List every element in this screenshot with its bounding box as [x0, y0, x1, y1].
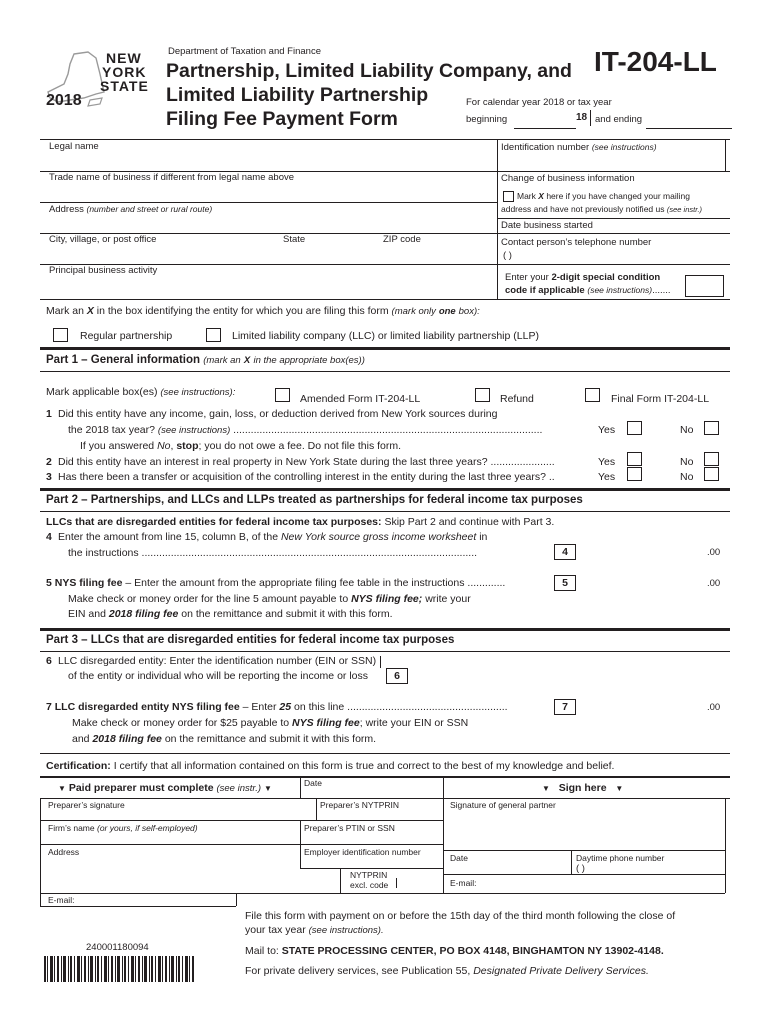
part3-title: Part 3 – LLCs that are disregarded entities for federal income tax purposes — [46, 634, 455, 646]
line5-amount-input[interactable] — [576, 575, 726, 589]
final-label: Final Form IT-204-LL — [611, 393, 710, 405]
trade-name-input[interactable] — [46, 186, 496, 202]
preparer-email-label: E-mail: — [48, 895, 75, 905]
part2-title: Part 2 – Partnerships, and LLCs and LLPs treated as partnerships for federal income tax purposes — [46, 494, 583, 506]
line1-text-b: the 2018 tax year? (see instructions) .......................................................................................................... — [68, 424, 543, 436]
ending-label: and ending — [595, 114, 643, 125]
line5-box-number: 5 — [554, 575, 576, 591]
line2-yes-checkbox[interactable] — [627, 452, 642, 466]
state-input[interactable] — [281, 248, 375, 264]
line3-text: Has there been a transfer or acquisition of the controlling interest in the entity during the last three years? .. — [58, 471, 555, 483]
barcode — [44, 956, 196, 982]
refund-checkbox[interactable] — [475, 388, 490, 402]
legal-name-input[interactable] — [46, 154, 496, 170]
line1-num: 1 — [46, 408, 52, 420]
preparer-signature-label: Preparer’s signature — [48, 800, 125, 810]
daytime-phone-parens: ( ) — [576, 863, 585, 874]
nytprin-excl-label-1: NYTPRIN — [350, 870, 388, 880]
sign-email-label: E-mail: — [450, 878, 477, 888]
line2-num: 2 — [46, 456, 52, 468]
line6-text-b: of the entity or individual who will be reporting the income or loss — [68, 670, 368, 682]
change-address-checkbox[interactable] — [503, 191, 514, 202]
preparer-header: ▼ Paid preparer must complete (see instr.) ▼ — [58, 782, 272, 794]
contact-phone-parens: ( ) — [503, 250, 512, 261]
line1-text-c: If you answered No, stop; you do not owe a fee. Do not file this form. — [80, 440, 402, 452]
llc-checkbox[interactable] — [206, 328, 221, 342]
identification-number-label: Identification number (see instructions) — [501, 142, 657, 153]
preparer-address-label: Address — [48, 847, 80, 857]
part1-title: Part 1 – General information (mark an X in the appropriate box(es)) — [46, 354, 365, 366]
line2-yes-label: Yes — [598, 456, 616, 468]
private-delivery: For private delivery services, see Publication 55, Designated Private Delivery Services. — [245, 965, 649, 977]
amended-checkbox[interactable] — [275, 388, 290, 402]
line4-amount-input[interactable] — [576, 544, 726, 558]
identification-number-input[interactable] — [502, 155, 724, 171]
line6-text-a: LLC disregarded entity: Enter the identification number (EIN or SSN) — [58, 655, 377, 667]
line7-amount-input[interactable] — [576, 699, 726, 713]
line5-text-a: 5 NYS filing fee – Enter the amount from the appropriate filing fee table in the instructions ............. — [46, 577, 506, 589]
line7-box-number: 7 — [554, 699, 576, 715]
special-condition-code-input[interactable] — [685, 275, 724, 297]
part2-llc-note: LLCs that are disregarded entities for federal income tax purposes: Skip Part 2 and continue with Part 3. — [46, 516, 555, 528]
form-title-line3: Filing Fee Payment Form — [166, 108, 398, 130]
line2-no-checkbox[interactable] — [704, 452, 719, 466]
zip-input[interactable] — [381, 248, 495, 264]
firm-name-label: Firm’s name (or yours, if self-employed) — [48, 823, 198, 833]
line5-text-b: Make check or money order for the line 5 amount payable to NYS filing fee; write your — [68, 593, 471, 605]
logo-york: YORK — [102, 64, 147, 80]
line7-cents: .00 — [707, 702, 721, 713]
line2-text: Did this entity have an interest in real property in New York State during the last three years? ...................... — [58, 456, 555, 468]
department-name: Department of Taxation and Finance — [168, 46, 321, 57]
line4-text-a: Enter the amount from line 15, column B, of the New York source gross income worksheet in — [58, 531, 488, 543]
file-instruction-line1: File this form with payment on or before the 15th day of the third month following the close of — [245, 910, 676, 922]
line4-num: 4 — [46, 531, 52, 543]
ending-date-input[interactable] — [646, 112, 732, 129]
line4-text-b: the instructions ................................................................................................................... — [68, 547, 478, 559]
preparer-date-label: Date — [304, 778, 322, 788]
final-checkbox[interactable] — [585, 388, 600, 402]
calendar-year-text: For calendar year 2018 or tax year — [466, 97, 612, 108]
line2-no-label: No — [680, 456, 694, 468]
mark-applicable-label: Mark applicable box(es) (see instructions): — [46, 386, 236, 398]
line4-box-number: 4 — [554, 544, 576, 560]
change-mark-text: Mark X here if you have changed your mailing — [517, 191, 690, 201]
form-title-line2: Limited Liability Partnership — [166, 84, 429, 106]
legal-name-label: Legal name — [49, 141, 99, 152]
form-number: IT-204-LL — [594, 46, 717, 77]
line1-text-a: Did this entity have any income, gain, loss, or deduction derived from New York sources during — [58, 408, 498, 420]
preparer-nytprin-label: Preparer’s NYTPRIN — [320, 800, 400, 810]
beginning-year: 18 — [576, 112, 588, 123]
nytprin-excl-label-2: excl. code — [350, 880, 389, 890]
line3-no-checkbox[interactable] — [704, 467, 719, 481]
contact-phone-label: Contact person’s telephone number — [501, 237, 652, 248]
line6-num: 6 — [46, 655, 52, 667]
line3-yes-label: Yes — [598, 471, 616, 483]
zip-label: ZIP code — [383, 234, 421, 245]
line6-box-number: 6 — [386, 668, 408, 684]
daytime-phone-label: Daytime phone number — [576, 853, 665, 863]
city-input[interactable] — [46, 248, 278, 264]
state-label: State — [283, 234, 306, 245]
address-label: Address (number and street or rural route) — [49, 204, 213, 215]
regular-partnership-label: Regular partnership — [80, 330, 173, 342]
preparer-ptin-label: Preparer’s PTIN or SSN — [304, 823, 395, 833]
line6-id-input[interactable] — [408, 668, 528, 682]
line3-no-label: No — [680, 471, 694, 483]
logo-state: STATE — [100, 78, 149, 94]
line7-text-c: Make check or money order for $25 payable to NYS filing fee; write your EIN or SSN — [72, 717, 469, 729]
address-input[interactable] — [46, 218, 496, 234]
city-label: City, village, or post office — [49, 234, 157, 245]
principal-activity-label: Principal business activity — [49, 265, 158, 276]
sign-here-header: ▼ Sign here ▼ — [542, 782, 624, 794]
ein-label: Employer identification number — [304, 847, 421, 857]
amended-label: Amended Form IT-204-LL — [300, 393, 421, 405]
refund-label: Refund — [500, 393, 534, 405]
general-partner-signature-input[interactable] — [448, 815, 724, 847]
regular-partnership-checkbox[interactable] — [53, 328, 68, 342]
line7-text-a: 7 LLC disregarded entity NYS filing fee – Enter 25 on this line ....................................................... — [46, 701, 508, 713]
line3-yes-checkbox[interactable] — [627, 467, 642, 481]
certification-text: Certification: I certify that all information contained on this form is true and correct to the best of my knowledge and belief. — [46, 760, 615, 772]
change-mark-text-2: address and have not previously notified us (see instr.) — [501, 204, 703, 214]
logo-new: NEW — [106, 50, 142, 66]
line1-yes-label: Yes — [598, 424, 616, 436]
line7-text-d: and 2018 filing fee on the remittance and submit it with this form. — [72, 733, 377, 745]
line1-no-checkbox[interactable] — [704, 421, 719, 435]
llc-label: Limited liability company (LLC) or limited liability partnership (LLP) — [232, 330, 539, 342]
line1-yes-checkbox[interactable] — [627, 421, 642, 435]
line3-num: 3 — [46, 471, 52, 483]
file-instruction-line2: your tax year (see instructions). — [245, 924, 384, 936]
entity-instruction: Mark an X in the box identifying the entity for which you are filing this form (mark only one box): — [46, 305, 480, 317]
date-business-started-label: Date business started — [501, 220, 593, 231]
special-condition-line2: code if applicable (see instructions)....... — [505, 285, 671, 296]
mail-to: Mail to: STATE PROCESSING CENTER, PO BOX 4148, BINGHAMTON NY 13902-4148. — [245, 945, 664, 957]
logo-year: 2018 — [46, 92, 82, 109]
beginning-date-input[interactable] — [514, 112, 576, 129]
line1-no-label: No — [680, 424, 694, 436]
beginning-label: beginning — [466, 114, 508, 125]
sign-date-label: Date — [450, 853, 468, 863]
general-partner-signature-label: Signature of general partner — [450, 800, 556, 810]
form-title-line1: Partnership, Limited Liability Company, and — [166, 60, 572, 82]
line4-cents: .00 — [707, 547, 721, 558]
change-business-info-label: Change of business information — [501, 173, 635, 184]
principal-activity-input[interactable] — [46, 280, 496, 296]
barcode-number: 240001180094 — [86, 942, 149, 953]
line5-cents: .00 — [707, 578, 721, 589]
trade-name-label: Trade name of business if different from legal name above — [49, 172, 295, 183]
line5-text-c: EIN and 2018 filing fee on the remittance and submit it with this form. — [68, 608, 393, 620]
special-condition-line1: Enter your 2-digit special condition — [505, 272, 661, 283]
